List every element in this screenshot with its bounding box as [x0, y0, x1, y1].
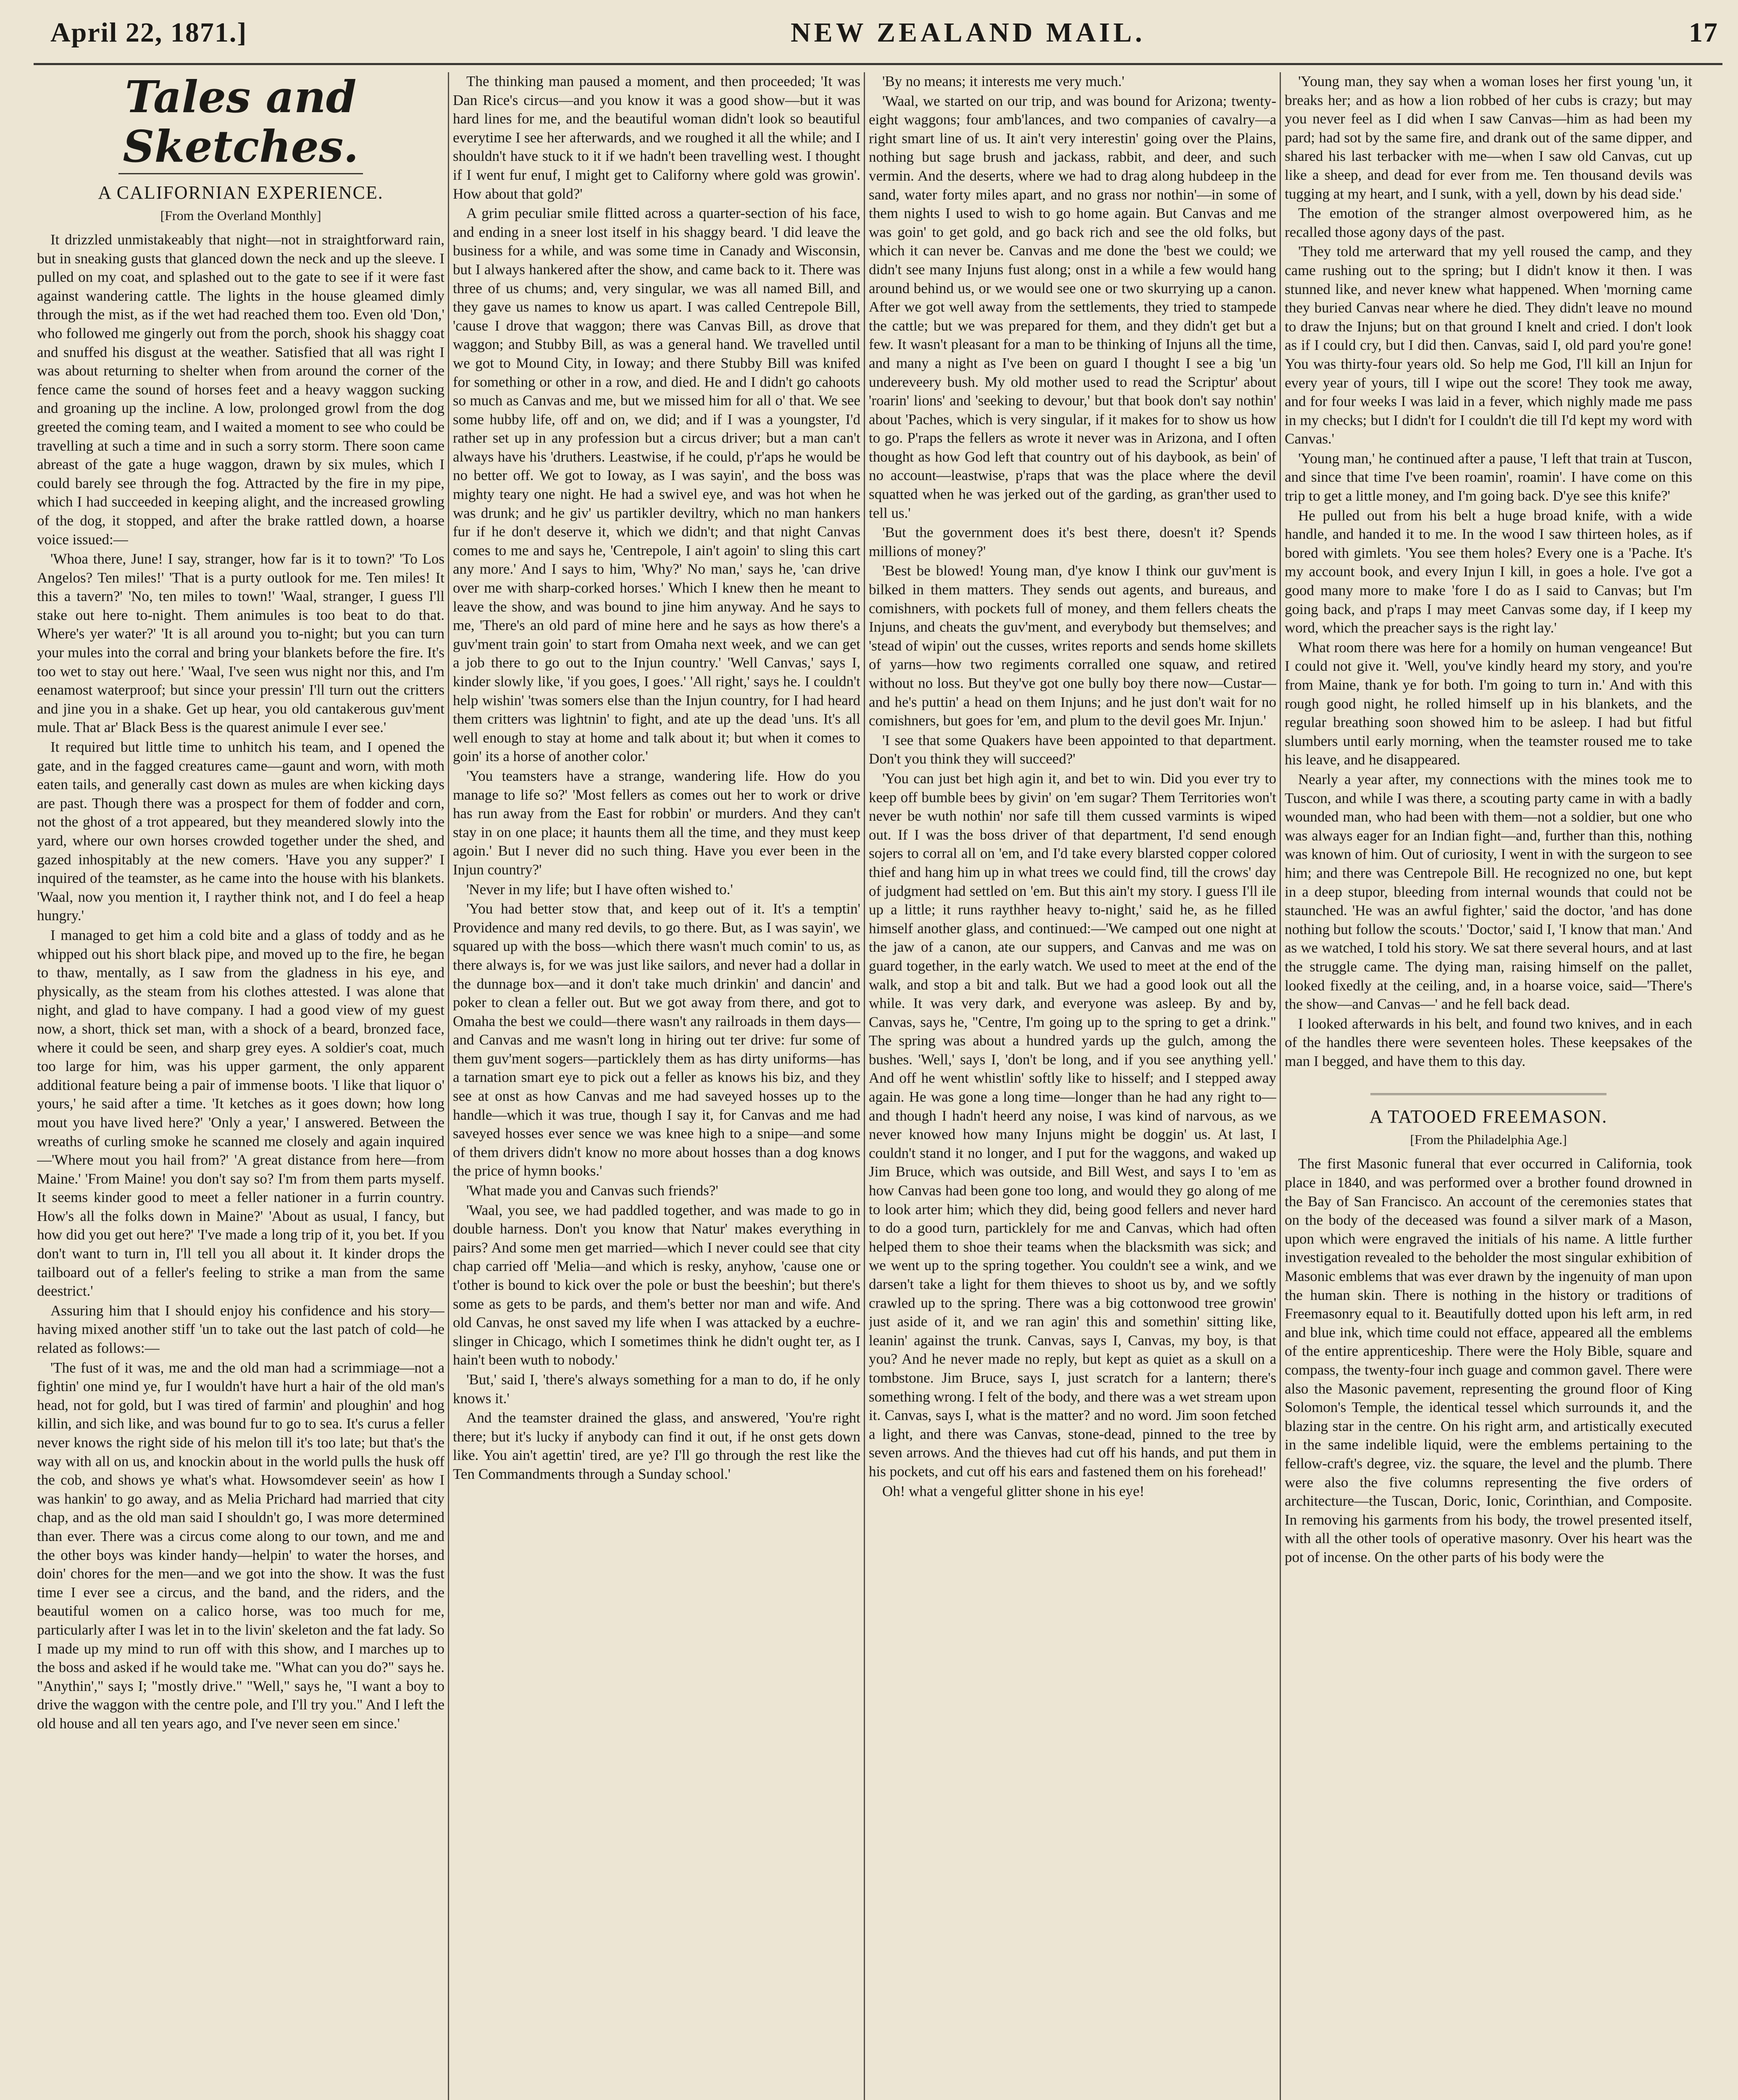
paragraph: 'But,' said I, 'there's always something for a man to do, if he only knows it.': [453, 1371, 860, 1407]
paragraph: Assuring him that I should enjoy his confidence and his story—having mixed another stiff 'un to take out the last patch of cold—he related as follows:—: [37, 1302, 444, 1357]
masthead: [50, 8, 1718, 58]
paragraph: 'Young man,' he continued after a pause, 'I left that train at Tuscon, and since that time I've been roamin', roamin'. I have come on this trip to get a little money, and I'm going back. D'ye see this knife?': [1285, 450, 1692, 504]
section-rule: [118, 173, 363, 174]
column-4: [1285, 72, 1692, 2100]
paragraph: 'Never in my life; but I have often wished to.': [466, 881, 733, 898]
story-title: A TATOOED FREEMASON.: [1369, 1106, 1608, 1127]
column-3: [869, 72, 1276, 2100]
paragraph: It required but little time to unhitch his team, and I opened the gate, and in the fagged creatures came—gaunt and worn, with moth eaten tails, and generally cast down as mules are when kicking days are past. Though there was a prospect for them of fodder and corn, not the ghost of a trot appeared, but they meandered slowly into the yard, where our own horses crowded together under the shed, and gazed inhospitably at the new comers. 'Have you any supper?' I inquired of the teamster, as he came into the house with his blankets. 'Waal, now you mention it, I rayther think not, and I do feel a heap hungry.': [37, 739, 444, 924]
paragraph: 'But the government does it's best there, doesn't it? Spends millions of money?': [869, 524, 1276, 559]
paragraph: 'Best be blowed! Young man, d'ye know I think our guv'ment is bilked in them matters. They sends out agents, and bureaus, and comishners, with pockets full of money, and them fellers cheats the Injuns, and cheats the guv'ment, and everybody but themselves; and 'stead of wipin' out the cusses, writes reports and sends home skillets of yarns—how two regiments corralled one squaw, and retired without no loss. But they've got one bully boy there now—Custar—and he's puttin' a head on them Injuns; and he just don't wait for no comishners, but goes for 'em, and plum to the devil goes Mr. Injun.': [869, 562, 1276, 729]
paragraph: The first Masonic funeral that ever occurred in California, took place in 1840, and was performed over a brother found drowned in the Bay of San Francisco. An account of the ceremonies states that on the body of the deceased was found a silver mark of a Mason, upon which were engraved the initials of his name. A little further investigation revealed to the beholder the most singular exhibition of Masonic emblems that was ever drawn by the ingenuity of man upon the human skin. There is nothing in the history or traditions of Freemasonry equal to it. Beautifully dotted upon his left arm, in red and blue ink, which time could not efface, appeared all the emblems of the entire apprenticeship. There were the Holy Bible, square and compass, the twenty-four inch guage and common gavel. There were also the Masonic pavement, representing the ground floor of King Solomon's Temple, the identical tessel which surrounds it, and the blazing star in the centre. On his right arm, and artistically executed in the same indelible liquid, were the emblems pertaining to the fellow-craft's degree, viz. the square, the level and the plumb. There were also the five columns representing the five orders of architecture—the Tuscan, Doric, Ionic, Corinthian, and Composite. In removing his garments from his body, the trowel presented itself, with all the other tools of operative masonry. Over his heart was the pot of incense. On the other parts of his body were the: [1285, 1155, 1692, 1565]
column-rule: [864, 72, 865, 2100]
newspaper-title: NEW ZEALAND MAIL.: [790, 17, 1146, 48]
section-heading: Tales and Sketches.: [123, 72, 359, 172]
paragraph: And the teamster drained the glass, and answered, 'You're right there; but it's lucky if anybody can find it out, if he onst gets down like. You ain't agettin' tired, are ye? I'll go through the rest like the Ten Commandments through a Sunday school.': [453, 1410, 860, 1482]
paragraph: 'You can just bet high agin it, and bet to win. Did you ever try to keep off bumble bees by givin' on 'em sugar? Them Territories won't never be wuth nothin' nor safe till them cussed varmints is wiped out. If I was the boss driver of that department, I'd send enough sojers to corral all on 'em, and I'd take every blarsted copper colored thief and hang him up in what trees we could find, till the crows' day of judgment had settled on 'em. But this ain't my story. I guess I'll ile up a little; it runs raythher heavy to-night,' said he, as he filled himself another glass, and continued:—'We camped out one night at the jaw of a canon, ate our suppers, and Canvas and me was on guard together, in the early watch. We used to meet at the end of the walk, and stop a bit and talk. But we had a good look out all the while. It was very dark, and everyone was asleep. By and by, Canvas, says he, "Centre, I'm going up to the spring to get a drink." The spring was about a hundred yards up the gulch, among the bushes. 'Well,' says I, 'don't be long, and if you see anything yell.' And off he went whistlin' softly like to hisself; and I stepped away again. He was gone a long time—longer than he had any right to—and though I hadn't heerd any noise, I was kind of narvous, as we never knowed how many Injuns might be doggin' us. At last, I couldn't stand it no longer, and I put for the waggons, and waked up Jim Bruce, which was outside, and Bill West, and says I to 'em as how Canvas had been gone too long, and would they go along of me to look arter him; which they did, being good fellers and never hard to do a good turn, particklely for me and Canvas, which had often helped them to shoe their teams when the blacksmith was sick; and we went up to the spring together. You couldn't see a wink, and we darsen't take a light for them thieves to shoot us by, and we softly crawled up to the spring. There was a big cottonwood tree growin' just aside of it, and we ran agin' this and somethin' sitting like, leanin' against the trunk. Canvas, says I, Canvas, my boy, is that you? And he never made no reply, but kept as quiet as a skull on a tombstone. Jim Bruce, says I, just scratch for a lantern; there's something wrong. I felt of the body, and there was a wet stream upon it. Canvas, says I, what is the matter? and no word. Jim soon fetched a light, and there was Canvas, stone-dead, pinned to the tree by seven arrows. And the thieves had cut off his hands, and put them in his pockets, and cut off his ears and fastened them on his forehead!': [869, 770, 1276, 1480]
paragraph: The thinking man paused a moment, and then proceeded; 'It was Dan Rice's circus—and you know it was a good show—but it was hard lines for me, and the beautiful woman didn't look so beautiful everytime I see her afterwards, and we roughed it all the while; and I shouldn't have stuck to it if we hadn't been travelling west. I thought if I went fur enuf, I might get to Californy where gold was growin'. How about that gold?': [453, 73, 860, 202]
paragraph: I looked afterwards in his belt, and found two knives, and in each of the handles there were seventeen holes. These keepsakes of the man I begged, and have them to this day.: [1285, 1015, 1692, 1069]
paragraph: 'They told me arterward that my yell roused the camp, and they came rushing out to the spring; but I didn't know it then. I was stunned like, and never knew what happened. When 'morning came they buried Canvas near where he died. They didn't leave no mound to draw the Injuns; but on that ground I knelt and cried. I don't look as if I could cry, but I did then. Canvas, said I, old pard you're gone! You was thirty-four years old. So help me God, I'll kill an Injun for every year of yours, till I wipe out the score! They took me away, and for four weeks I was laid in a fever, which nighly made me pass in my checks; but I didn't for I couldn't die till I'd kept my word with Canvas.': [1285, 243, 1692, 447]
paragraph: He pulled out from his belt a huge broad knife, with a wide handle, and handed it to me. In the wood I saw thirteen holes, as if bored with gimlets. 'You see them holes? Every one is a 'Pache. It's my account book, and every Injun I kill, in goes a hole. I've got a good many more to make 'fore I do as I said to Canvas; but I'm going back, and p'raps I may meet Canvas some day, if I keep my word, which the preacher says is the right lay.': [1285, 507, 1692, 636]
masthead-rule: [34, 63, 1722, 65]
paragraph: 'Waal, you see, we had paddled together, and was made to go in double harness. Don't you know that Natur' makes everything in pairs? And some men get married—which I never could see that city chap carried off 'Melia—and which is resky, anyhow, 'cause one or t'other is bound to kick over the pole or bust the beeshin'; but there's some as gets to be pards, and them's better nor man and wife. And old Canvas, he onst saved my life when I was attacked by a euchre-slinger in Chicago, which I sometimes think he didn't ought ter, as I hain't been wuth to nobody.': [453, 1202, 860, 1368]
paragraph: 'The fust of it was, me and the old man had a scrimmiage—not a fightin' one mind ye, fur I wouldn't have hurt a hair of the old man's head, not for gold, but I was tired of farmin' and ploughin' and hog killin, and sich like, and was bound fur to go to sea. It's curus a feller never knows the right side of his melon till it's too late; but that's the way with all on us, and knockin about in the world pulls the husk off the cob, and shows ye what's what. Howsomdever seein' as how I was hankin' to go away, and as Melia Prichard had married that city chap, and as the old man said I shouldn't go, I was more determined than ever. There was a circus come along to our town, and me and the other boys was kinder handy—helpin' to water the horses, and doin' chores for the men—and we got into the show. It was the fust time I ever see a circus, and the band, and the riders, and the beautiful women on a calico horse, was too much for me, particularly after I was let in to the livin' skeleton and the fat lady. So I made up my mind to run off with this show, and I marches up to the boss and asked if he would take me. "What can you do?" says he. "Anythin'," says I; "mostly drive." "Well," says he, "I want a boy to drive the waggon with the centre pole, and I'll try you." And I left the old house and all ten years ago, and I've never seen em since.': [37, 1359, 444, 1732]
story-divider: [1370, 1093, 1607, 1095]
paragraph: I managed to get him a cold bite and a glass of toddy and as he whipped out his short black pipe, and moved up to the fire, he began to thaw, mentally, as I saw from the gladness in his eye, and physically, as the steam from his clothes attested. I was alone that night, and glad to have company. I had a good view of my guest now, a short, thick set man, with a shock of a beard, bronzed face, where it could be seen, and sharp grey eyes. A soldier's coat, much too large for him, was his upper garment, the only apparent additional feature being a pair of immense boots. 'I like that liquor o' yours,' he said after a time. 'It ketches as it goes down; how long mout you have lived here?' 'Only a year,' I answered. Between the wreaths of curling smoke he scanned me closely and again inquired—'Where mout you hail from?' 'A great distance from here—from Maine.' 'From Maine! you don't say so? I'm from them parts myself. It seems kinder good to meet a feller nationer in a furrin country. How's all the folks down in Maine?' 'About as usual, I fancy, but how did you get out here?' 'I've made a long trip of it, you bet. If you don't want to turn in, I'll tell you all about it. It kinder drops the tailboard out of a feller's feeling to strike a man from the same deestrict.': [37, 927, 444, 1299]
paragraph: A grim peculiar smile flitted across a quarter-section of his face, and ending in a sneer lost itself in his shaggy beard. 'I did leave the business for a while, and was some time in Canady and Wisconsin, but I always hankered after the show, and came back to it. There was three of us chums; and, very singular, we was all named Bill, and they gave us names to know us apart. I was called Centrepole Bill, 'cause I drove that waggon; there was Canvas Bill, as drove that waggon; and Stubby Bill, as was a general hand. We travelled until we got to Mound City, in Ioway; and there Stubby Bill was knifed for something or other in a row, and died. He and I didn't go cahoots so much as Canvas and me, but we missed him for all o' that. We see some hubby life, off and on, we did; and if I was a youngster, I'd rather set up in any profession but a circus driver; but a man can't always have his 'druthers. Leastwise, if he could, p'r'aps he would be no better off. We got to Ioway, as I was sayin', and the boss was mighty teary one night. He had a swivel eye, and was hot when he was drunk; and he giv' us partikler deviltry, which no man hankers fur if he don't deserve it, which we didn't; and that night Canvas comes to me and says he, 'Centrepole, I ain't agoin' to sling this cart any more.' And I says to him, 'Why?' No man,' says he, 'can drive over me with sharp-corked horses.' Which I knew then he meant to leave the show, and was bound to jine him anyway. And he says to me, 'There's an old pard of mine here and he says as how there's a guv'ment train goin' to start from Omaha next week, and we can get a job there to go out to the Injun country.' 'Well Canvas,' says I, kinder slowly like, 'if you goes, I goes.' 'All right,' says he. I couldn't help wishin' 'twas somers else than the Injun country, for I had heard them critters was lightnin' to fight, and ate up the dead 'uns. It's all well enough to stay at home and talk about it; but when it comes to goin' its a horse of another color.': [453, 205, 860, 765]
story-source: [From the Overland Monthly]: [160, 208, 321, 223]
paragraph: 'What made you and Canvas such friends?': [466, 1182, 718, 1199]
column-rule: [1280, 72, 1281, 2100]
issue-date: April 22, 1871.]: [50, 17, 247, 48]
story-source: [From the Philadelphia Age.]: [1410, 1132, 1567, 1147]
paragraph: 'Young man, they say when a woman loses her first young 'un, it breaks her; and as how a lion robbed of her cubs is crazy; but may you never feel as I did when I saw Canvas—him as had been my pard; had sot by the same fire, and drank out of the same dipper, and shared his last terbacker with me—when I saw old Canvas, cut up like a sheep, and dead for ever from me. Ten thousand devils was tugging at my heart, and I sunk, with a yell, down by his dead side.': [1285, 73, 1692, 202]
paragraph: 'Whoa there, June! I say, stranger, how far is it to town?' 'To Los Angelos? Ten miles!' 'That is a purty outlook for me. Ten miles! It this a tavern?' 'No, ten miles to town!' 'Waal, stranger, I guess I'll stake out here to-night. Them animules is too beat to do that. Where's yer water?' 'It is all around you to-night; but you can turn your mules into the corral and bring your blankets before the fire. It's too wet to stay out here.' 'Waal, I've seen wus night nor this, and I'm eenamost waterproof; but since your pressin' I'll turn out the critters and jine you in a shake. Get up hear, you old cantakerous guv'ment mule. That ar' Black Bess is the quarest animule I ever see.': [37, 551, 444, 736]
paragraph: It drizzled unmistakeably that night—not in straightforward rain, but in sneaking gusts that glanced down the neck and up the sleeve. I pulled on my coat, and splashed out to the gate to see if it were fast against wandering cattle. The lights in the house gleamed dimly through the mist, as if the wet had reached them too. Even old 'Don,' who followed me gingerly out from the porch, shook his shaggy coat and snuffed his disgust at the weather. Satisfied that all was right I was about returning to shelter when from around the corner of the fence came the sound of horses feet and a heavy waggon sucking and groaning up the incline. A low, prolonged growl from the dog greeted the coming team, and I waited a moment to see who could be travelling at such a time and in such a sorry storm. There soon came abreast of the gate a huge waggon, drawn by six mules, which I could barely see through the fog. Attracted by the fire in my pipe, which I had succeeded in keeping alight, and the increased growling of the dog, it stopped, and after the brake rattled down, a hoarse voice issued:—: [37, 231, 444, 548]
paragraph: 'By no means; it interests me very much.': [882, 73, 1125, 89]
story-title: A CALIFORNIAN EXPERIENCE.: [98, 182, 384, 203]
paragraph: Oh! what a vengeful glitter shone in his eye!: [882, 1483, 1144, 1499]
column-2: [453, 72, 860, 2100]
paragraph: 'Waal, we started on our trip, and was bound for Arizona; twenty-eight waggons; four amb'lances, and two companies of cavalry—a right smart line of us. It ain't very interestin' going over the Plains, nothing but sage brush and jackass, rabbit, and deer, and such vermin. And the deserts, where we had to drag along hubdeep in the sand, water forty miles apart, and no grass nor nothin'—in some of them nights I used to wish to go home again. But Canvas and me was goin' to get gold, and go back rich and see the old folks, but which it can never be. Canvas and me done the 'best we could; we didn't see many Injuns fust along; onst in a while a few would hang around behind us, or we would see one or two skurrying up a canon. After we got well away from the settlements, they tried to stampede the cattle; but we was prepared for them, and they didn't get but a few. It wasn't pleasant for a man to be thinking of Injuns all the time, and many a night as I've been on guard I thought I see a big 'un undereveery bush. My old mother used to read the Scriptur' about 'roarin' lions' and 'seeking to devour,' but that book don't say nothin' about 'Paches, which is very singular, if it makes for to show us how to go. P'raps the fellers as wrote it never was in Arizona, and I often thought as how God left that country out of his daybook, as bein' of no account—leastwise, p'raps that was the place where the devil squatted when he was jerked out of the garding, as gran'ther used to tell us.': [869, 92, 1276, 521]
paragraph: What room there was here for a homily on human vengeance! But I could not give it. 'Well, you've kindly heard my story, and you're from Maine, thank ye for both. I'm going to turn in.' And with this rough good night, he rolled himself up in his blankets, and the regular breathing soon showed him to be asleep. I had but fitful slumbers until early morning, when the teamster roused me to take his leave, and he disappeared.: [1285, 639, 1692, 768]
column-rule: [448, 72, 449, 2100]
page-number: 17: [1689, 17, 1718, 48]
paragraph: 'You had better stow that, and keep out of it. It's a temptin' Providence and many red devils, to go there. But, as I was sayin', we squared up with the boss—which there wasn't much comin' to us, as there always is, for we was just like sailors, and never had a dollar in the dunnage box—and it don't take much drinkin' and dancin' and poker to clean a feller out. But we got away from there, and got to Omaha the best we could—there wasn't any railroads in them days—and Canvas and me wasn't long in hiring out ter drive: fur some of them guv'ment sogers—particklely them as has dirty uniforms—has a tarnation smart eye to pick out a feller as knows his biz, and they see at onst as how Canvas and me had saveyed hosses up to the handle—which it was true, though I say it, for Canvas and me had saveyed hosses ever sence we was knee high to a snipe—and some of them drivers didn't know no more about hosses than a dog knows the price of hymn books.': [453, 900, 860, 1179]
column-1: [37, 72, 444, 2100]
paragraph: The emotion of the stranger almost overpowered him, as he recalled those agony days of the past.: [1285, 205, 1692, 240]
paragraph: 'I see that some Quakers have been appointed to that department. Don't you think they will succeed?': [869, 732, 1276, 767]
paragraph: Nearly a year after, my connections with the mines took me to Tuscon, and while I was there, a scouting party came in with a badly wounded man, who had been with them—not a soldier, but one who was always eager for an Indian fight—and, further than this, nothing was known of him. Out of curiosity, I went in with the surgeon to see him; and there was Centrepole Bill. He recognized no one, but kept in a deep stupor, bleeding from internal wounds that could not be staunched. 'He was an awful fighter,' said the doctor, 'and has done nothing but follow the scouts.' 'Doctor,' said I, 'I know that man.' And as we watched, I told his story. We sat there several hours, and at last the struggle came. The dying man, raising himself on the pallet, looked fixedly at the ceiling, and, in a hoarse voice, said—'There's the show—and Canvas—' and he fell back dead.: [1285, 771, 1692, 1013]
paragraph: 'You teamsters have a strange, wandering life. How do you manage to life so?' 'Most fellers as comes out her to work or drive has run away from the East for robbin' or murders. And they can't stay in on one place; it haunts them all the time, and they must keep agoin.' But I never did no such thing. Have you ever been in the Injun country?': [453, 767, 860, 878]
